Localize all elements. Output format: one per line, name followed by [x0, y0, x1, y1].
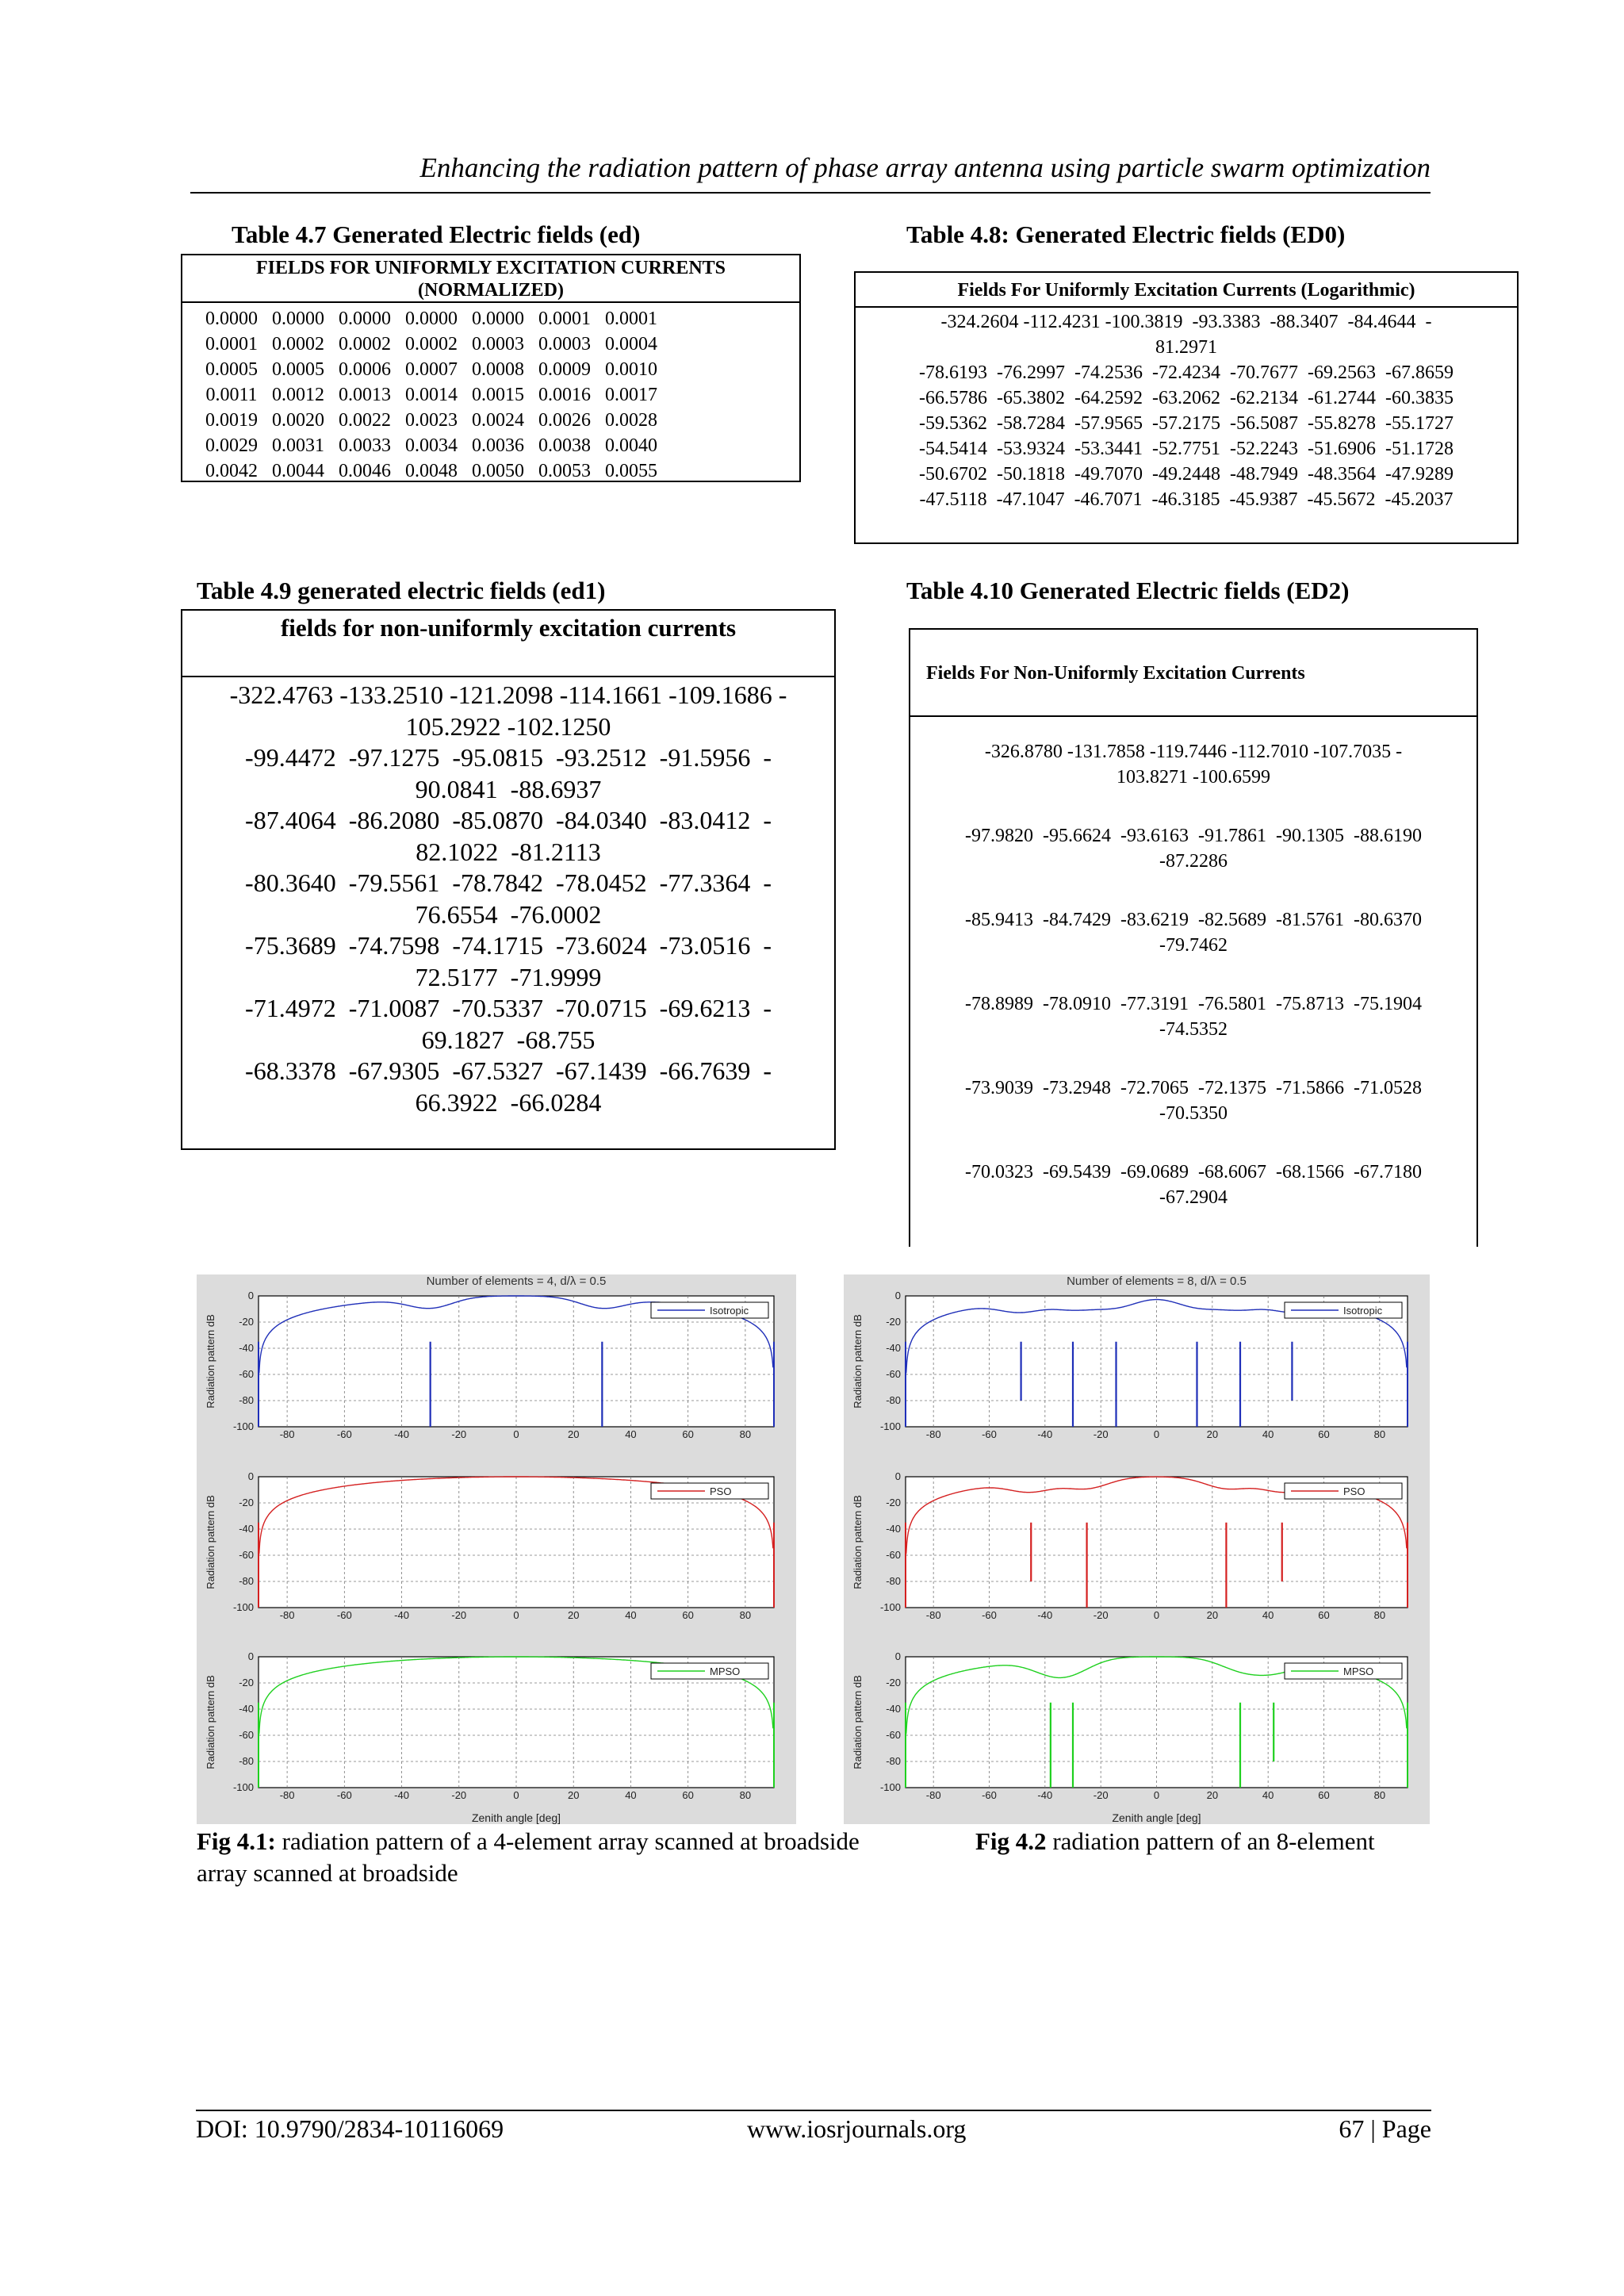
x-tick-label: 20	[1206, 1609, 1219, 1621]
y-tick-label: -60	[239, 1549, 254, 1561]
table-cell: 0.0003	[472, 333, 524, 355]
table-cell: 0.0053	[538, 460, 591, 481]
table-cell: 0.0040	[605, 435, 657, 456]
page-footer	[196, 2110, 1431, 2143]
table-cell: 0.0050	[472, 460, 524, 481]
table-cell: 0.0007	[405, 358, 458, 380]
figure-4-1-label: Fig 4.1:	[197, 1827, 276, 1855]
x-tick-label: 40	[625, 1428, 637, 1440]
table-row	[198, 357, 665, 382]
table-4-8-caption: Table 4.8: Generated Electric fields (ED0)	[906, 220, 1346, 248]
text-line: 103.8271 -100.6599	[1116, 767, 1270, 788]
x-tick-label: 0	[513, 1428, 519, 1440]
table-4-8-heading: Fields For Uniformly Excitation Currents (Logarithmic)	[856, 273, 1517, 308]
y-tick-label: -40	[239, 1703, 254, 1715]
y-tick-label: 0	[894, 1290, 901, 1301]
table-cell: 0.0004	[605, 333, 657, 355]
table-cell: 0.0038	[538, 435, 591, 456]
table-cell: 0.0001	[538, 308, 591, 329]
y-tick-label: -100	[879, 1601, 901, 1613]
table-cell: 0.0055	[605, 460, 657, 481]
y-tick-label: -40	[239, 1523, 254, 1535]
table-cell: 0.0006	[339, 358, 391, 380]
table-4-9-caption: Table 4.9 generated electric fields (ed1)	[197, 577, 606, 604]
x-tick-label: 80	[1373, 1609, 1386, 1621]
y-tick-label: 0	[247, 1650, 254, 1662]
x-tick-label: 60	[1318, 1789, 1330, 1801]
text-line: 76.6554 -76.0002	[415, 899, 602, 929]
table-cell: 0.0003	[538, 333, 591, 355]
text-line: -324.2604 -112.4231 -100.3819 -93.3383 -88.3407 -84.4644 -	[940, 312, 1432, 332]
table-row	[198, 458, 665, 484]
chart-panel-pso	[852, 1470, 1408, 1621]
y-tick-label: -80	[239, 1575, 254, 1587]
figure-4-1-plot	[197, 1274, 796, 1824]
table-row	[198, 332, 665, 357]
table-cell: 0.0028	[605, 409, 657, 431]
text-line: 81.2971	[1155, 337, 1217, 358]
y-tick-label: -60	[239, 1729, 254, 1741]
x-tick-label: -20	[451, 1609, 467, 1621]
table-cell: 0.0014	[405, 384, 458, 405]
chart-panel-isotropic	[205, 1290, 774, 1440]
table-4-7-heading-line2: (NORMALIZED)	[418, 280, 564, 301]
text-line: 90.0841 -88.6937	[415, 774, 602, 803]
text-line: -70.5350	[1159, 1103, 1228, 1124]
table-row	[198, 433, 665, 458]
value-group	[910, 907, 1477, 958]
table-row	[198, 382, 665, 408]
table-cell: 0.0013	[339, 384, 391, 405]
x-tick-label: 20	[567, 1789, 580, 1801]
y-axis-label: Radiation pattern dB	[205, 1314, 216, 1409]
y-tick-label: 0	[894, 1650, 901, 1662]
y-tick-label: -20	[886, 1677, 901, 1688]
x-tick-label: 80	[739, 1789, 752, 1801]
text-line: -79.7462	[1159, 935, 1228, 956]
y-axis-label: Radiation pattern dB	[205, 1675, 216, 1769]
table-4-9-body	[182, 680, 834, 1118]
text-line: -68.3378 -67.9305 -67.5327 -67.1439 -66.7639 -	[245, 1056, 772, 1085]
text-line: -54.5414 -53.9324 -53.3441 -52.7751 -52.2243 -51.6906 -51.1728	[919, 439, 1454, 459]
table-cell: 0.0020	[272, 409, 324, 431]
text-line: 72.5177 -71.9999	[415, 962, 602, 991]
x-tick-label: -20	[1093, 1428, 1109, 1440]
x-tick-label: -80	[925, 1609, 941, 1621]
x-tick-label: -40	[394, 1428, 409, 1440]
y-axis-label: Radiation pattern dB	[852, 1495, 864, 1589]
y-tick-label: -100	[879, 1420, 901, 1432]
x-tick-label: -80	[279, 1428, 295, 1440]
table-cell: 0.0015	[472, 384, 524, 405]
x-tick-label: 40	[1262, 1428, 1274, 1440]
figure-4-2-plot	[844, 1274, 1430, 1824]
x-tick-label: 60	[682, 1789, 694, 1801]
y-tick-label: -40	[886, 1523, 901, 1535]
x-tick-label: -40	[1037, 1789, 1053, 1801]
table-4-8	[854, 271, 1519, 544]
x-tick-label: 80	[739, 1428, 752, 1440]
table-cell: 0.0000	[272, 308, 324, 329]
chart-panel-mpso	[852, 1650, 1408, 1801]
y-tick-label: -80	[886, 1394, 901, 1406]
running-title: Enhancing the radiation pattern of phase array antenna using particle swarm optimization	[419, 152, 1431, 183]
figure-4-1-text: radiation pattern of a 4-element array scanned at broadside	[275, 1827, 860, 1855]
value-group	[910, 1075, 1477, 1126]
figure-4-2-text: radiation pattern of an 8-element	[1046, 1827, 1375, 1855]
x-tick-label: 0	[513, 1789, 519, 1801]
x-tick-label: 40	[625, 1609, 637, 1621]
table-cell: 0.0000	[405, 308, 458, 329]
x-tick-label: 0	[1153, 1789, 1160, 1801]
figure-4-1	[197, 1274, 796, 1824]
table-cell: 0.0026	[538, 409, 591, 431]
x-tick-label: -60	[982, 1428, 997, 1440]
chart-panel-mpso	[205, 1650, 774, 1801]
table-row	[198, 408, 665, 433]
y-tick-label: -100	[232, 1601, 254, 1613]
table-4-7-caption: Table 4.7 Generated Electric fields (ed)	[232, 220, 641, 248]
table-cell: 0.0017	[605, 384, 657, 405]
table-4-10-body	[910, 717, 1477, 1210]
text-line: -326.8780 -131.7858 -119.7446 -112.7010 -107.7035 -	[984, 742, 1403, 762]
text-line: -50.6702 -50.1818 -49.7070 -49.2448 -48.7949 -48.3564 -47.9289	[919, 464, 1454, 485]
text-line: -78.8989 -78.0910 -77.3191 -76.5801 -75.8713 -75.1904	[965, 994, 1422, 1014]
chart-title: Number of elements = 8, d/λ = 0.5	[1067, 1274, 1247, 1288]
figure-4-2-caption	[975, 1826, 1375, 1857]
y-axis-label: Radiation pattern dB	[205, 1495, 216, 1589]
table-cell: 0.0005	[272, 358, 324, 380]
legend-label: Isotropic	[710, 1305, 749, 1317]
y-tick-label: -20	[239, 1677, 254, 1688]
x-tick-label: -20	[451, 1428, 467, 1440]
y-tick-label: 0	[894, 1470, 901, 1482]
table-4-8-body	[856, 309, 1517, 512]
value-group	[910, 739, 1477, 790]
table-cell: 0.0012	[272, 384, 324, 405]
value-group	[910, 1159, 1477, 1210]
text-line: -70.0323 -69.5439 -69.0689 -68.6067 -68.1566 -67.7180	[965, 1162, 1422, 1182]
x-tick-label: 80	[1373, 1789, 1386, 1801]
y-tick-label: -100	[879, 1781, 901, 1793]
y-tick-label: 0	[247, 1470, 254, 1482]
legend-label: Isotropic	[1343, 1305, 1383, 1317]
y-tick-label: -60	[886, 1368, 901, 1380]
y-tick-label: -60	[886, 1549, 901, 1561]
value-group	[910, 823, 1477, 874]
table-4-7-heading-line1: FIELDS FOR UNIFORMLY EXCITATION CURRENTS	[255, 258, 726, 278]
table-cell: 0.0023	[405, 409, 458, 431]
table-cell: 0.0036	[472, 435, 524, 456]
table-4-10-caption: Table 4.10 Generated Electric fields (ED2)	[906, 577, 1350, 604]
text-line: -87.4064 -86.2080 -85.0870 -84.0340 -83.0412 -	[245, 806, 772, 834]
table-cell: 0.0009	[538, 358, 591, 380]
x-axis-label: Zenith angle [deg]	[471, 1811, 561, 1824]
figure-4-2	[844, 1274, 1430, 1824]
x-tick-label: -60	[336, 1428, 352, 1440]
footer-doi: DOI: 10.9790/2834-10116069	[196, 2114, 504, 2143]
x-tick-label: -40	[394, 1609, 409, 1621]
running-header	[190, 152, 1431, 194]
table-cell: 0.0000	[472, 308, 524, 329]
x-tick-label: 60	[682, 1428, 694, 1440]
x-tick-label: -60	[336, 1609, 352, 1621]
y-tick-label: -60	[886, 1729, 901, 1741]
text-line: -78.6193 -76.2997 -74.2536 -72.4234 -70.7677 -69.2563 -67.8659	[919, 362, 1454, 383]
x-tick-label: -20	[1093, 1789, 1109, 1801]
table-cell: 0.0042	[205, 460, 258, 481]
table-cell: 0.0002	[272, 333, 324, 355]
footer-page-number: 67 | Page	[1339, 2114, 1431, 2143]
x-tick-label: -60	[982, 1609, 997, 1621]
table-cell: 0.0029	[205, 435, 258, 456]
table-cell: 0.0005	[205, 358, 258, 380]
y-tick-label: -80	[886, 1575, 901, 1587]
x-tick-label: 40	[1262, 1609, 1274, 1621]
text-line: -97.9820 -95.6624 -93.6163 -91.7861 -90.1305 -88.6190	[965, 826, 1422, 846]
table-4-10-heading: Fields For Non-Uniformly Excitation Currents	[910, 630, 1477, 717]
y-tick-label: -80	[239, 1755, 254, 1767]
y-tick-label: -40	[886, 1703, 901, 1715]
x-tick-label: 20	[1206, 1428, 1219, 1440]
x-tick-label: -40	[1037, 1428, 1053, 1440]
legend-label: MPSO	[1343, 1665, 1374, 1677]
y-tick-label: -80	[886, 1755, 901, 1767]
y-tick-label: -60	[239, 1368, 254, 1380]
y-tick-label: 0	[247, 1290, 254, 1301]
x-tick-label: -60	[336, 1789, 352, 1801]
text-line: -59.5362 -58.7284 -57.9565 -57.2175 -56.5087 -55.8278 -55.1727	[919, 413, 1454, 434]
y-tick-label: -20	[886, 1497, 901, 1508]
y-tick-label: -40	[886, 1342, 901, 1354]
legend-label: MPSO	[710, 1665, 741, 1677]
legend-label: PSO	[1343, 1485, 1365, 1497]
table-cell: 0.0010	[605, 358, 657, 380]
table-cell: 0.0024	[472, 409, 524, 431]
x-axis-label: Zenith angle [deg]	[1112, 1811, 1201, 1824]
y-tick-label: -20	[239, 1316, 254, 1328]
table-cell: 0.0001	[605, 308, 657, 329]
table-cell: 0.0011	[205, 384, 258, 405]
x-tick-label: -80	[925, 1789, 941, 1801]
y-tick-label: -20	[239, 1497, 254, 1508]
table-cell: 0.0019	[205, 409, 258, 431]
table-cell: 0.0008	[472, 358, 524, 380]
x-tick-label: 60	[1318, 1609, 1330, 1621]
x-tick-label: 40	[1262, 1789, 1274, 1801]
x-tick-label: -80	[279, 1609, 295, 1621]
x-tick-label: 0	[1153, 1609, 1160, 1621]
x-tick-label: -20	[1093, 1609, 1109, 1621]
chart-panel-pso	[205, 1470, 774, 1621]
x-tick-label: -60	[982, 1789, 997, 1801]
text-line: -47.5118 -47.1047 -46.7071 -46.3185 -45.9387 -45.5672 -45.2037	[919, 489, 1454, 510]
table-cell: 0.0016	[538, 384, 591, 405]
table-cell: 0.0031	[272, 435, 324, 456]
table-cell: 0.0033	[339, 435, 391, 456]
text-line: 69.1827 -68.755	[421, 1025, 596, 1054]
x-tick-label: 0	[1153, 1428, 1160, 1440]
text-line: -87.2286	[1159, 851, 1228, 872]
x-tick-label: 20	[567, 1609, 580, 1621]
value-group	[910, 991, 1477, 1042]
x-tick-label: 20	[1206, 1789, 1219, 1801]
y-axis-label: Radiation pattern dB	[852, 1314, 864, 1409]
text-line: -71.4972 -71.0087 -70.5337 -70.0715 -69.6213 -	[245, 994, 772, 1022]
x-tick-label: -20	[451, 1789, 467, 1801]
table-4-7-heading	[182, 255, 799, 303]
x-tick-label: 20	[567, 1428, 580, 1440]
table-cell: 0.0000	[205, 308, 258, 329]
x-tick-label: 80	[739, 1609, 752, 1621]
text-line: -99.4472 -97.1275 -95.0815 -93.2512 -91.5956 -	[245, 743, 772, 772]
table-4-9-heading: fields for non-uniformly excitation currents	[182, 611, 834, 677]
table-cell: 0.0046	[339, 460, 391, 481]
table-cell: 0.0044	[272, 460, 324, 481]
chart-panel-isotropic	[852, 1290, 1408, 1440]
chart-title: Number of elements = 4, d/λ = 0.5	[426, 1274, 607, 1288]
table-cell: 0.0000	[339, 308, 391, 329]
footer-site: www.iosrjournals.org	[747, 2114, 967, 2143]
x-tick-label: -80	[925, 1428, 941, 1440]
figure-4-1-caption	[197, 1826, 860, 1857]
figure-4-2-label: Fig 4.2	[975, 1827, 1047, 1855]
table-cell: 0.0002	[405, 333, 458, 355]
table-4-10	[909, 628, 1478, 1247]
text-line: -67.2904	[1159, 1187, 1228, 1208]
table-cell: 0.0001	[205, 333, 258, 355]
text-line: -66.5786 -65.3802 -64.2592 -63.2062 -62.2134 -61.2744 -60.3835	[919, 388, 1454, 408]
table-cell: 0.0034	[405, 435, 458, 456]
table-4-7-body	[198, 306, 665, 484]
figure-caption-continuation: array scanned at broadside	[197, 1859, 458, 1887]
text-line: -80.3640 -79.5561 -78.7842 -78.0452 -77.3364 -	[245, 868, 772, 897]
table-row	[198, 306, 665, 332]
table-cell: 0.0002	[339, 333, 391, 355]
y-tick-label: -40	[239, 1342, 254, 1354]
table-cell: 0.0022	[339, 409, 391, 431]
legend-label: PSO	[710, 1485, 732, 1497]
text-line: -75.3689 -74.7598 -74.1715 -73.6024 -73.0516 -	[245, 931, 772, 960]
text-line: -322.4763 -133.2510 -121.2098 -114.1661 -109.1686 -	[229, 680, 787, 709]
table-4-7	[181, 254, 801, 482]
table-4-9	[181, 609, 836, 1150]
x-tick-label: -80	[279, 1789, 295, 1801]
y-axis-label: Radiation pattern dB	[852, 1675, 864, 1769]
x-tick-label: -40	[394, 1789, 409, 1801]
x-tick-label: 60	[1318, 1428, 1330, 1440]
text-line: 105.2922 -102.1250	[405, 711, 611, 741]
y-tick-label: -100	[232, 1781, 254, 1793]
x-tick-label: 40	[625, 1789, 637, 1801]
y-tick-label: -20	[886, 1316, 901, 1328]
x-tick-label: 60	[682, 1609, 694, 1621]
text-line: -74.5352	[1159, 1019, 1228, 1040]
x-tick-label: -40	[1037, 1609, 1053, 1621]
y-tick-label: -100	[232, 1420, 254, 1432]
text-line: -73.9039 -73.2948 -72.7065 -72.1375 -71.5866 -71.0528	[965, 1078, 1422, 1098]
table-cell: 0.0048	[405, 460, 458, 481]
text-line: -85.9413 -84.7429 -83.6219 -82.5689 -81.5761 -80.6370	[965, 910, 1422, 930]
y-tick-label: -80	[239, 1394, 254, 1406]
text-line: 82.1022 -81.2113	[416, 837, 601, 866]
text-line: 66.3922 -66.0284	[415, 1087, 602, 1117]
x-tick-label: 0	[513, 1609, 519, 1621]
x-tick-label: 80	[1373, 1428, 1386, 1440]
